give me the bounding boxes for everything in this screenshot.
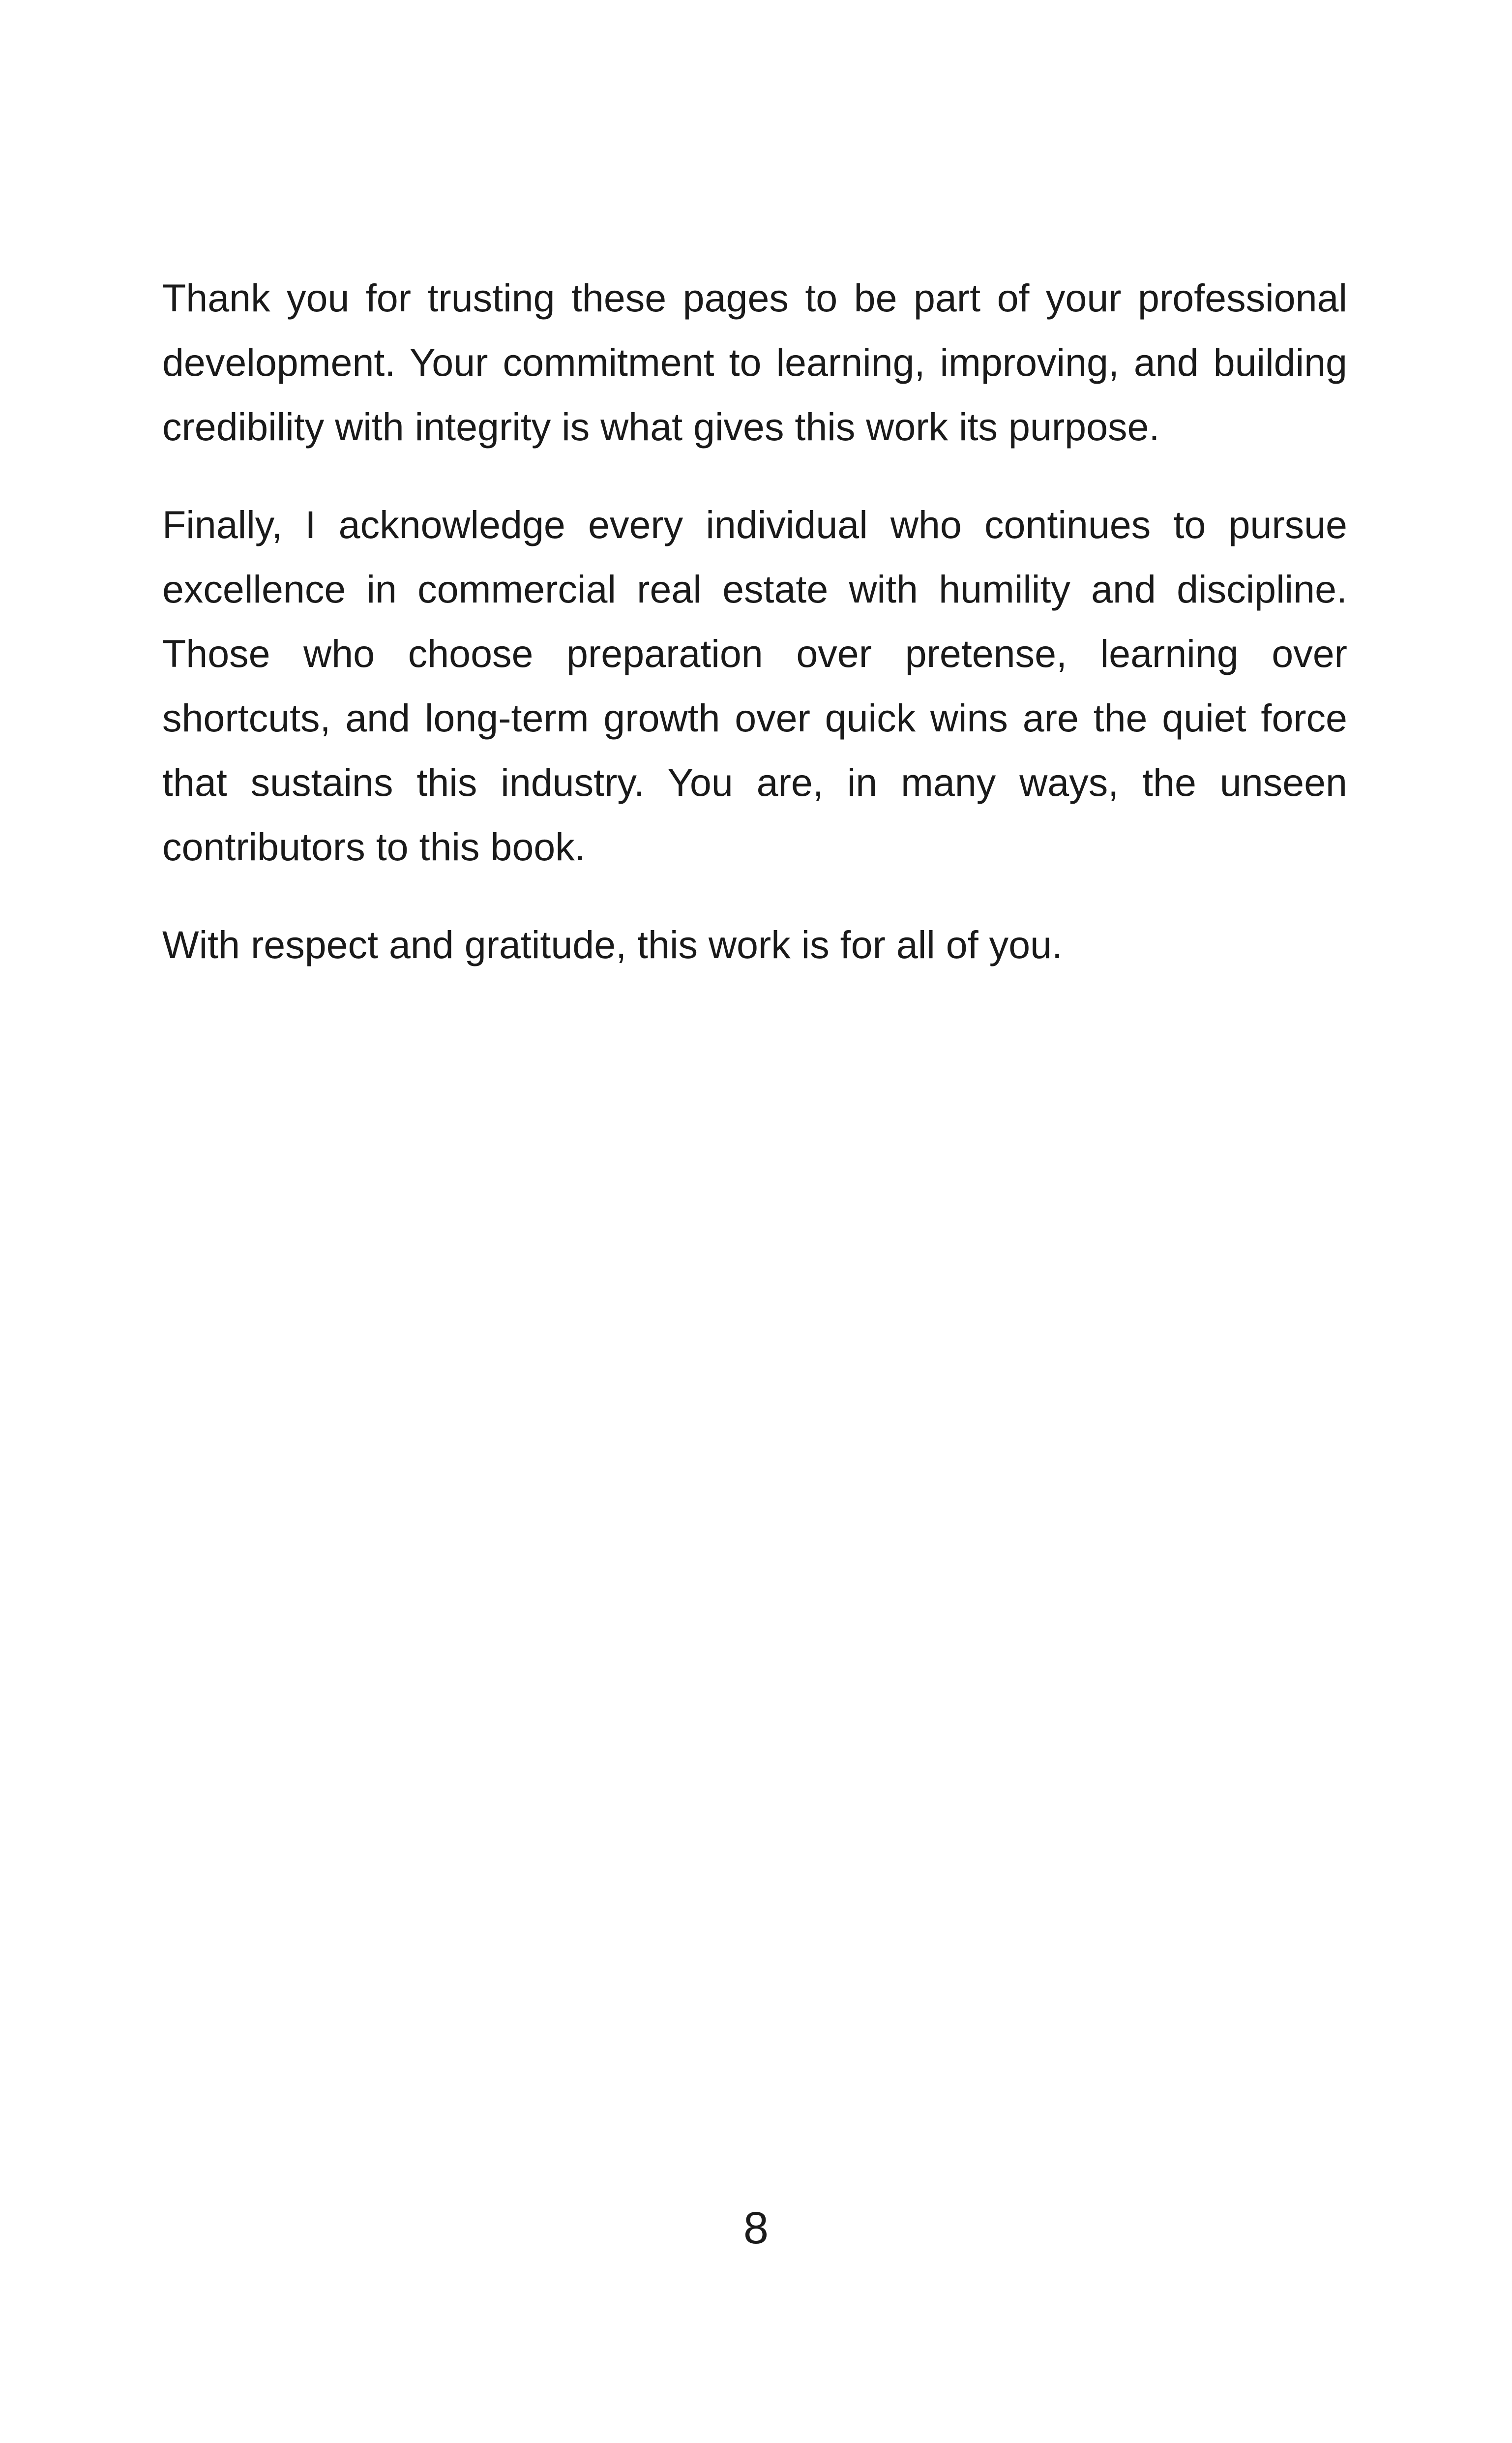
paragraph-acknowledgement: Finally, I acknowledge every individual who continues to pursue excellence in commercial real estate with humility and discipline. Those who choose preparation over pretense, learning over shortcuts, and long-term growth over quick wins are the quiet force that sustains this industry. You are, in many ways, the unseen contributors to this book. bbox=[162, 503, 1347, 869]
body-text bbox=[162, 266, 1347, 1010]
page-number: 8 bbox=[743, 2203, 769, 2253]
paragraph-closing: With respect and gratitude, this work is for all of you. bbox=[162, 923, 1063, 966]
paragraph-trust: Thank you for trusting these pages to be part of your professional development. Your commitment to learning, improving, and building credibility with integrity is what gives this work its purpose. bbox=[162, 276, 1347, 449]
